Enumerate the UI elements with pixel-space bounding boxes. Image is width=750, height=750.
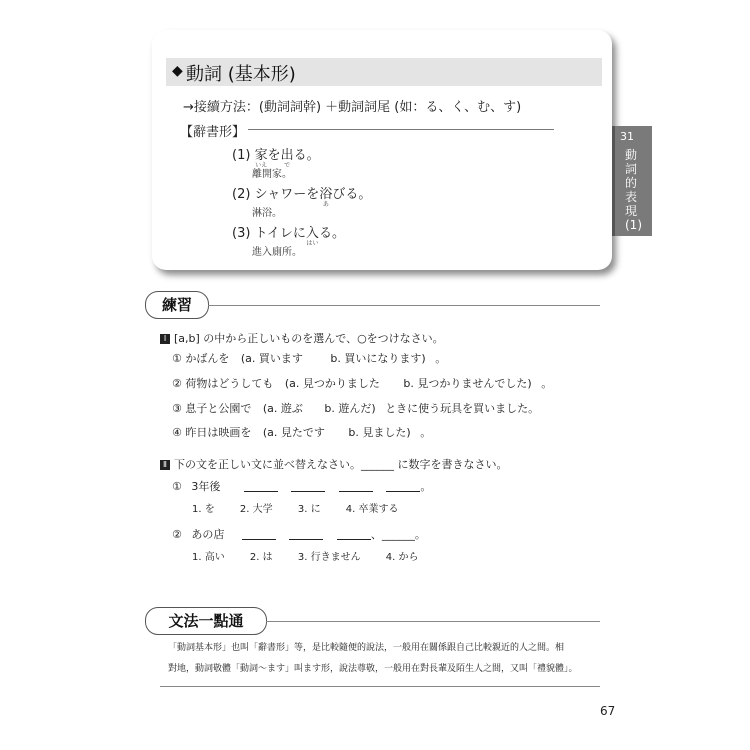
ruby-word bbox=[319, 183, 333, 208]
item-number: ④ bbox=[172, 426, 182, 439]
card-title: 動詞 (基本形) bbox=[186, 64, 296, 85]
example-2 bbox=[232, 183, 372, 208]
kanji: 入 bbox=[305, 226, 319, 241]
answer-blank[interactable] bbox=[244, 481, 278, 492]
option-b[interactable]: b. 見つかりませんでした) bbox=[403, 377, 532, 390]
option: 1. 高い bbox=[192, 552, 225, 563]
divider bbox=[248, 129, 554, 130]
example-1-translation: 離開家。 bbox=[252, 169, 292, 180]
option-a[interactable]: (a. 買います bbox=[240, 352, 303, 365]
furigana: で bbox=[284, 162, 291, 169]
item-number: ② bbox=[172, 377, 182, 390]
item-stem: 荷物はどうしても bbox=[185, 377, 274, 390]
item-number: ② bbox=[172, 528, 182, 541]
text: る。 bbox=[318, 226, 345, 241]
text: トイレに bbox=[254, 226, 306, 241]
item-end: 。 bbox=[420, 480, 432, 493]
divider bbox=[208, 305, 600, 306]
item-stem: かばんを bbox=[185, 352, 230, 365]
text: る。 bbox=[293, 148, 320, 163]
item-end: 。 bbox=[541, 377, 553, 390]
q2-item-2-options bbox=[192, 548, 419, 563]
example-1 bbox=[232, 144, 320, 169]
option-b[interactable]: b. 見ました) bbox=[348, 426, 411, 439]
q2-item-2 bbox=[172, 526, 426, 542]
item-end: 。 bbox=[420, 426, 432, 439]
grammar-line: 對地，動詞敬體「動詞～ます」叫ます形，說法尊敬，一般用在對長輩及陌生人之間，又叫「禮貌體」。 bbox=[168, 664, 578, 674]
item-end: ときに使う玩具を買いました。 bbox=[385, 402, 540, 415]
option: 4. から bbox=[385, 552, 419, 563]
grammar-line: 「動詞基本形」也叫「辭書形」等，是比較隨便的說法，一般用在關係跟自己比較親近的人之間。相 bbox=[168, 643, 565, 653]
option: 3. に bbox=[297, 504, 321, 515]
option: 2. は bbox=[249, 552, 273, 563]
chapter-tab bbox=[612, 126, 652, 236]
q2-item-1 bbox=[172, 478, 431, 494]
practice-heading: 練習 bbox=[145, 291, 209, 319]
question-1 bbox=[160, 330, 444, 346]
example-number: (1) bbox=[232, 148, 251, 163]
q1-item-3 bbox=[172, 400, 539, 416]
item-stem: 3年後 bbox=[191, 480, 221, 493]
answer-blank[interactable] bbox=[339, 481, 373, 492]
ruby-word bbox=[254, 144, 268, 169]
ruby-word bbox=[305, 222, 319, 247]
answer-blank[interactable] bbox=[289, 529, 323, 540]
q1-item-2 bbox=[172, 375, 552, 391]
option-b[interactable]: b. 買いになります) bbox=[330, 352, 426, 365]
divider bbox=[160, 686, 600, 687]
question-2 bbox=[160, 456, 508, 472]
furigana: あ bbox=[322, 201, 329, 208]
answer-blank[interactable] bbox=[291, 481, 325, 492]
question-mark: Ⅱ bbox=[160, 460, 170, 470]
page-number: 67 bbox=[600, 704, 616, 718]
kanji: 出 bbox=[280, 148, 294, 163]
grammar-heading: 文法一點通 bbox=[145, 607, 267, 635]
option-b[interactable]: b. 遊んだ) bbox=[324, 402, 376, 415]
example-number: (2) bbox=[232, 187, 251, 202]
question-text: [a,b] の中から正しいものを選んで、○をつけなさい。 bbox=[174, 332, 444, 345]
furigana: はい bbox=[306, 240, 319, 247]
item-end: 。 bbox=[435, 352, 447, 365]
answer-blank[interactable] bbox=[386, 481, 420, 492]
example-3 bbox=[232, 222, 345, 247]
kanji: 家 bbox=[254, 148, 268, 163]
card-header bbox=[166, 58, 602, 86]
divider bbox=[266, 621, 600, 622]
chapter-number: 31 bbox=[620, 130, 634, 143]
option: 3. 行きません bbox=[297, 552, 361, 563]
ruby-word bbox=[280, 144, 294, 169]
text: シャワーを bbox=[254, 187, 320, 202]
item-number: ① bbox=[172, 352, 182, 365]
item-end: 、______。 bbox=[370, 528, 426, 541]
item-stem: 昨日は映画を bbox=[185, 426, 252, 439]
diamond-icon: ◆ bbox=[172, 63, 183, 79]
option: 2. 大学 bbox=[239, 504, 273, 515]
q1-item-1 bbox=[172, 350, 446, 366]
kanji: 浴 bbox=[319, 187, 333, 202]
text: を bbox=[267, 148, 281, 163]
option: 1. を bbox=[192, 504, 215, 515]
item-number: ① bbox=[172, 480, 182, 493]
chapter-title: 動詞的表現(1) bbox=[625, 148, 642, 232]
connection-rule: →接續方法：(動詞詞幹) ＋動詞詞尾 (如：る、く、む、す) bbox=[183, 100, 522, 115]
text: びる。 bbox=[332, 187, 372, 202]
answer-blank[interactable] bbox=[242, 529, 276, 540]
item-stem: 息子と公園で bbox=[185, 402, 252, 415]
furigana: いえ bbox=[255, 162, 268, 169]
item-number: ③ bbox=[172, 402, 182, 415]
grammar-explanation bbox=[168, 638, 598, 680]
example-2-translation: 淋浴。 bbox=[252, 208, 282, 219]
question-mark: Ⅰ bbox=[160, 334, 170, 344]
option-a[interactable]: (a. 見つかりました bbox=[284, 377, 380, 390]
dictionary-form-label: 【辭書形】 bbox=[180, 125, 246, 140]
answer-blank[interactable] bbox=[337, 529, 371, 540]
q1-item-4 bbox=[172, 424, 431, 440]
question-text: 下の文を正しい文に並べ替えなさい。______ に数字を書きなさい。 bbox=[174, 458, 508, 471]
option: 4. 卒業する bbox=[345, 504, 399, 515]
option-a[interactable]: (a. 見たです bbox=[262, 426, 325, 439]
option-a[interactable]: (a. 遊ぶ bbox=[262, 402, 303, 415]
example-number: (3) bbox=[232, 226, 251, 241]
example-3-translation: 進入廁所。 bbox=[252, 247, 302, 258]
item-stem: あの店 bbox=[191, 528, 225, 541]
q2-item-1-options bbox=[192, 500, 399, 515]
